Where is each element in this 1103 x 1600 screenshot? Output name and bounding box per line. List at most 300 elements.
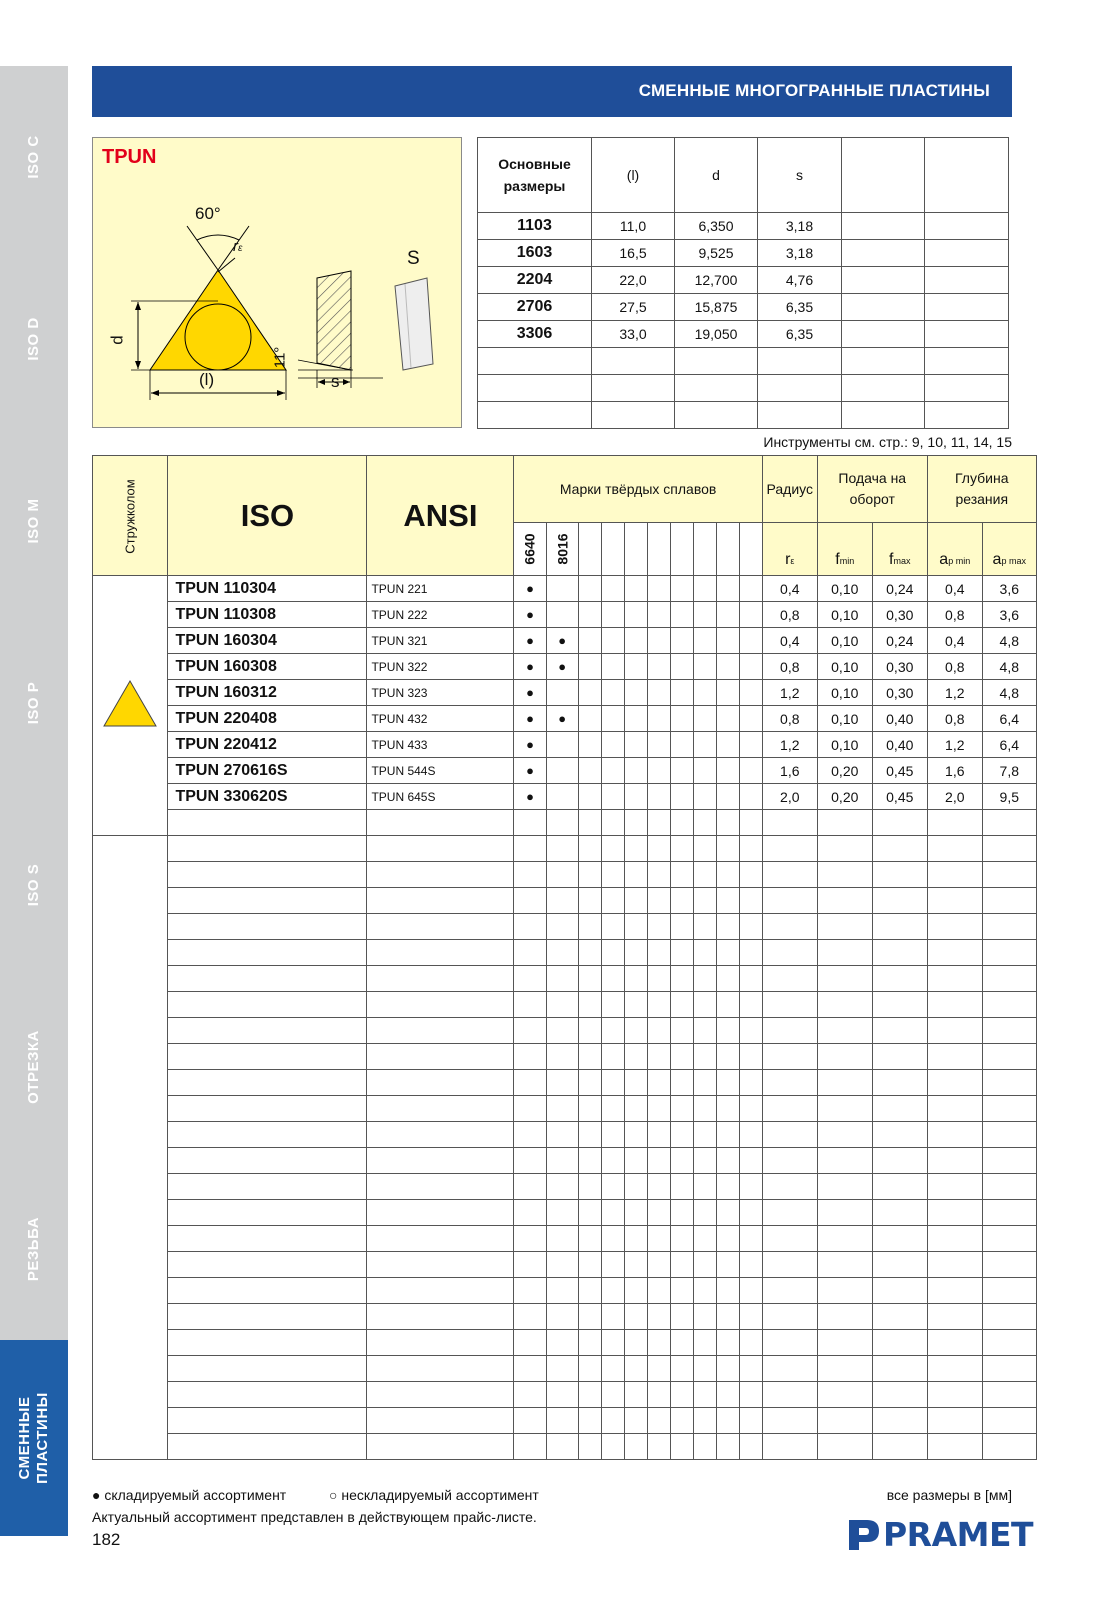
empty-cell [872, 1070, 927, 1096]
empty-cell [739, 1330, 762, 1356]
insert-row [93, 706, 1037, 732]
empty-cell [367, 888, 514, 914]
empty-cell [762, 1304, 817, 1330]
empty-cell [817, 1044, 872, 1070]
empty-cell [739, 1122, 762, 1148]
dims-empty-cell [842, 375, 925, 402]
grade-availability [624, 706, 647, 732]
empty-cell [982, 810, 1036, 836]
empty-cell [578, 1408, 601, 1434]
dims-empty-cell [592, 402, 675, 429]
empty-cell [578, 966, 601, 992]
empty-cell [817, 1018, 872, 1044]
grade-availability: ● [546, 654, 578, 680]
insert-row [93, 654, 1037, 680]
empty-cell [367, 1200, 514, 1226]
param-subheader-2: fmax [872, 523, 927, 576]
empty-row [93, 1356, 1037, 1382]
empty-cell [624, 1408, 647, 1434]
empty-cell [872, 888, 927, 914]
d-dimension-label: d [107, 335, 127, 345]
empty-cell [872, 1226, 927, 1252]
grade-availability [601, 680, 624, 706]
triangle-chipbreaker-icon [102, 679, 158, 729]
dims-empty-cell [675, 375, 758, 402]
empty-cell [367, 1304, 514, 1330]
grade-availability [739, 784, 762, 810]
empty-cell [817, 1252, 872, 1278]
empty-cell [546, 940, 578, 966]
param-subheader-0: rε [762, 523, 817, 576]
empty-cell [647, 1434, 670, 1460]
empty-cell [982, 1278, 1036, 1304]
empty-cell [872, 1200, 927, 1226]
empty-cell [739, 1304, 762, 1330]
grade-availability [716, 576, 739, 602]
empty-cell [601, 1070, 624, 1096]
param-fmin: 0,20 [817, 784, 872, 810]
empty-row [93, 1226, 1037, 1252]
empty-cell [693, 1070, 716, 1096]
param-fmin: 0,10 [817, 732, 872, 758]
empty-cell [872, 1174, 927, 1200]
grade-availability [670, 680, 693, 706]
empty-cell [601, 1330, 624, 1356]
empty-cell [647, 1382, 670, 1408]
empty-cell [872, 940, 927, 966]
empty-cell [817, 966, 872, 992]
empty-cell [514, 914, 546, 940]
empty-cell [670, 966, 693, 992]
empty-cell [647, 1278, 670, 1304]
empty-cell [982, 940, 1036, 966]
grade-availability [716, 654, 739, 680]
empty-cell [927, 1434, 982, 1460]
empty-cell [624, 966, 647, 992]
ansi-code: TPUN 645S [367, 784, 514, 810]
empty-cell [762, 1278, 817, 1304]
param-r: 2,0 [762, 784, 817, 810]
empty-cell [817, 836, 872, 862]
empty-cell [647, 1044, 670, 1070]
param-apmax: 7,8 [982, 758, 1036, 784]
empty-cell [601, 914, 624, 940]
empty-cell [546, 966, 578, 992]
empty-cell [927, 1200, 982, 1226]
empty-cell [817, 1096, 872, 1122]
empty-cell [168, 966, 367, 992]
dims-size-code: 2706 [478, 294, 592, 321]
empty-cell [601, 1122, 624, 1148]
param-r: 0,8 [762, 654, 817, 680]
grade-availability: ● [546, 706, 578, 732]
empty-cell [647, 1330, 670, 1356]
param-fmax: 0,40 [872, 732, 927, 758]
dims-cell [925, 321, 1009, 348]
dims-size-code: 1103 [478, 213, 592, 240]
empty-cell [762, 1356, 817, 1382]
empty-cell [514, 1330, 546, 1356]
empty-cell [647, 966, 670, 992]
empty-cell [739, 1278, 762, 1304]
empty-cell [578, 1148, 601, 1174]
empty-cell [739, 836, 762, 862]
dims-empty-cell [842, 402, 925, 429]
empty-cell [670, 888, 693, 914]
empty-cell [982, 862, 1036, 888]
grade-availability [601, 576, 624, 602]
insert-3d-view [395, 278, 433, 370]
empty-cell [624, 1226, 647, 1252]
grade-availability [578, 602, 601, 628]
iso-code: TPUN 110304 [168, 576, 367, 602]
dims-empty-cell [592, 348, 675, 375]
empty-cell [578, 1226, 601, 1252]
dims-empty-cell [842, 348, 925, 375]
dims-cell [842, 213, 925, 240]
param-fmin: 0,10 [817, 576, 872, 602]
empty-cell [670, 1122, 693, 1148]
dims-cell: 11,0 [592, 213, 675, 240]
side-tab-1[interactable] [0, 66, 68, 254]
empty-cell [872, 914, 927, 940]
param-r: 1,2 [762, 680, 817, 706]
grade-availability [670, 758, 693, 784]
grade-availability [601, 628, 624, 654]
empty-cell [647, 836, 670, 862]
empty-cell [716, 992, 739, 1018]
empty-cell [762, 1200, 817, 1226]
empty-cell [367, 1278, 514, 1304]
empty-cell [693, 992, 716, 1018]
empty-cell [872, 992, 927, 1018]
empty-cell [927, 1148, 982, 1174]
empty-cell [514, 888, 546, 914]
grade-availability: ● [546, 628, 578, 654]
grade-availability [546, 784, 578, 810]
empty-cell [578, 914, 601, 940]
pramet-logo [847, 1515, 1034, 1554]
empty-cell [647, 1200, 670, 1226]
empty-cell [601, 1278, 624, 1304]
dims-cell: 33,0 [592, 321, 675, 348]
empty-cell [739, 1096, 762, 1122]
dims-cell [925, 213, 1009, 240]
param-r: 0,8 [762, 602, 817, 628]
empty-cell [514, 1226, 546, 1252]
empty-cell [670, 1148, 693, 1174]
empty-cell [168, 810, 367, 836]
side-tab-8[interactable] [0, 1340, 68, 1542]
empty-cell [927, 1408, 982, 1434]
empty-cell [546, 1408, 578, 1434]
empty-row [93, 836, 1037, 862]
empty-cell [670, 862, 693, 888]
grade-availability [693, 654, 716, 680]
empty-cell [514, 1096, 546, 1122]
param-apmin: 1,6 [927, 758, 982, 784]
empty-row [93, 1408, 1037, 1434]
empty-cell [514, 1148, 546, 1174]
empty-cell [670, 1408, 693, 1434]
grade-column-3 [601, 523, 624, 576]
empty-cell [739, 1408, 762, 1434]
empty-cell [716, 1226, 739, 1252]
insert-row [93, 680, 1037, 706]
empty-cell [647, 862, 670, 888]
empty-row [93, 1096, 1037, 1122]
empty-cell [546, 1200, 578, 1226]
empty-cell [367, 1408, 514, 1434]
empty-cell [872, 1252, 927, 1278]
empty-cell [546, 1434, 578, 1460]
param-apmin: 1,2 [927, 732, 982, 758]
ansi-code: TPUN 432 [367, 706, 514, 732]
empty-chipbreaker-cell [93, 836, 168, 1460]
empty-cell [514, 1252, 546, 1278]
side-tab-label: ISO D [25, 317, 42, 361]
empty-cell [624, 1018, 647, 1044]
empty-cell [624, 810, 647, 836]
empty-cell [624, 888, 647, 914]
side-tab-5[interactable] [0, 794, 68, 982]
empty-cell [601, 1044, 624, 1070]
empty-cell [546, 888, 578, 914]
empty-cell [817, 1122, 872, 1148]
dims-cell: 12,700 [675, 267, 758, 294]
param-apmax: 4,8 [982, 654, 1036, 680]
empty-cell [762, 836, 817, 862]
empty-cell [168, 992, 367, 1018]
param-fmax: 0,24 [872, 576, 927, 602]
iso-header: ISO [168, 456, 367, 576]
param-apmin: 1,2 [927, 680, 982, 706]
side-tab-2[interactable] [0, 248, 68, 436]
empty-cell [693, 1122, 716, 1148]
dims-empty-cell [758, 402, 842, 429]
side-tab-7[interactable] [0, 1158, 68, 1346]
empty-cell [982, 1174, 1036, 1200]
iso-code: TPUN 160312 [168, 680, 367, 706]
empty-cell [927, 1226, 982, 1252]
empty-cell [716, 1330, 739, 1356]
side-tab-3[interactable] [0, 430, 68, 618]
empty-cell [367, 1356, 514, 1382]
empty-cell [693, 1252, 716, 1278]
grade-availability [647, 758, 670, 784]
grade-availability: ● [514, 784, 546, 810]
grade-availability [647, 784, 670, 810]
empty-cell [670, 1096, 693, 1122]
empty-cell [514, 1070, 546, 1096]
empty-cell [872, 1044, 927, 1070]
empty-cell [514, 966, 546, 992]
dims-cell: 22,0 [592, 267, 675, 294]
empty-cell [624, 1096, 647, 1122]
empty-cell [716, 1174, 739, 1200]
grade-column-5 [647, 523, 670, 576]
dims-header-4 [842, 138, 925, 213]
empty-cell [982, 1226, 1036, 1252]
empty-cell [578, 810, 601, 836]
grade-availability [647, 680, 670, 706]
empty-cell [817, 940, 872, 966]
param-apmax: 4,8 [982, 680, 1036, 706]
empty-cell [762, 862, 817, 888]
grade-availability [739, 654, 762, 680]
empty-cell [367, 1382, 514, 1408]
grade-availability: ● [514, 654, 546, 680]
empty-cell [817, 1356, 872, 1382]
grade-availability [578, 758, 601, 784]
empty-cell [872, 1122, 927, 1148]
empty-cell [739, 1252, 762, 1278]
empty-cell [817, 1200, 872, 1226]
empty-cell [647, 914, 670, 940]
empty-cell [578, 1304, 601, 1330]
grade-availability [624, 680, 647, 706]
empty-cell [367, 1330, 514, 1356]
param-r: 0,8 [762, 706, 817, 732]
dims-cell: 3,18 [758, 213, 842, 240]
empty-cell [872, 1330, 927, 1356]
empty-cell [514, 862, 546, 888]
ansi-code: TPUN 321 [367, 628, 514, 654]
empty-cell [624, 1356, 647, 1382]
empty-cell [872, 1356, 927, 1382]
empty-cell [168, 1226, 367, 1252]
empty-cell [817, 1148, 872, 1174]
empty-cell [367, 836, 514, 862]
grade-availability [693, 628, 716, 654]
empty-cell [927, 862, 982, 888]
empty-cell [739, 914, 762, 940]
empty-cell [168, 1148, 367, 1174]
grade-availability [578, 680, 601, 706]
grade-availability [670, 784, 693, 810]
empty-cell [168, 862, 367, 888]
empty-cell [624, 1200, 647, 1226]
param-apmax: 6,4 [982, 706, 1036, 732]
grade-availability [670, 628, 693, 654]
empty-cell [670, 1226, 693, 1252]
empty-cell [693, 914, 716, 940]
empty-cell [716, 1382, 739, 1408]
empty-cell [817, 914, 872, 940]
grade-availability [624, 784, 647, 810]
empty-row [93, 1044, 1037, 1070]
empty-cell [670, 1200, 693, 1226]
empty-cell [670, 1044, 693, 1070]
empty-cell [739, 940, 762, 966]
l-dimension-label: (l) [199, 370, 215, 389]
empty-cell [578, 1044, 601, 1070]
empty-cell [601, 1408, 624, 1434]
empty-cell [514, 1044, 546, 1070]
grade-availability [716, 628, 739, 654]
iso-code: TPUN 330620S [168, 784, 367, 810]
empty-cell [762, 1252, 817, 1278]
empty-cell [168, 1096, 367, 1122]
empty-cell [578, 836, 601, 862]
dims-cell: 15,875 [675, 294, 758, 321]
grade-availability [739, 576, 762, 602]
empty-cell [872, 1148, 927, 1174]
empty-cell [546, 1070, 578, 1096]
empty-cell [927, 1122, 982, 1148]
empty-cell [647, 940, 670, 966]
grade-availability [624, 602, 647, 628]
empty-cell [367, 1226, 514, 1252]
grade-availability [624, 732, 647, 758]
empty-cell [624, 1148, 647, 1174]
empty-row [93, 914, 1037, 940]
empty-cell [578, 1070, 601, 1096]
ansi-code: TPUN 222 [367, 602, 514, 628]
header-title: СМЕННЫЕ МНОГОГРАННЫЕ ПЛАСТИНЫ [638, 81, 990, 100]
empty-cell [514, 1356, 546, 1382]
empty-cell [872, 966, 927, 992]
empty-cell [647, 888, 670, 914]
empty-cell [739, 1434, 762, 1460]
empty-cell [872, 836, 927, 862]
empty-cell [514, 1174, 546, 1200]
side-tab-6[interactable] [0, 976, 68, 1164]
empty-row [93, 888, 1037, 914]
empty-cell [693, 1356, 716, 1382]
empty-cell [716, 1278, 739, 1304]
empty-cell [367, 1174, 514, 1200]
insert-row [93, 602, 1037, 628]
dims-cell [842, 240, 925, 267]
empty-cell [670, 1304, 693, 1330]
grade-availability [647, 706, 670, 732]
empty-cell [514, 1018, 546, 1044]
grade-availability [739, 706, 762, 732]
grade-column-1: 8016 [546, 523, 578, 576]
empty-cell [982, 1096, 1036, 1122]
header-bar [92, 66, 1012, 117]
param-apmin: 0,8 [927, 602, 982, 628]
empty-cell [693, 836, 716, 862]
empty-cell [624, 1174, 647, 1200]
iso-code: TPUN 270616S [168, 758, 367, 784]
grade-column-4 [624, 523, 647, 576]
dims-header-5 [925, 138, 1009, 213]
grade-availability [578, 576, 601, 602]
empty-cell [817, 862, 872, 888]
param-apmax: 9,5 [982, 784, 1036, 810]
empty-cell [624, 1330, 647, 1356]
side-tab-label: РЕЗЬБА [25, 1216, 42, 1282]
grade-availability: ● [514, 576, 546, 602]
empty-cell [168, 1330, 367, 1356]
radius-label: rε [233, 238, 243, 255]
empty-cell [693, 1018, 716, 1044]
empty-cell [601, 862, 624, 888]
empty-cell [624, 940, 647, 966]
empty-row [93, 1070, 1037, 1096]
empty-cell [546, 1018, 578, 1044]
empty-cell [739, 1044, 762, 1070]
grade-availability [546, 680, 578, 706]
s-dimension-label: s [331, 372, 340, 391]
dims-cell: 6,350 [675, 213, 758, 240]
empty-cell [670, 1434, 693, 1460]
empty-cell [670, 1252, 693, 1278]
side-tab-4[interactable] [0, 612, 68, 800]
empty-cell [982, 1252, 1036, 1278]
